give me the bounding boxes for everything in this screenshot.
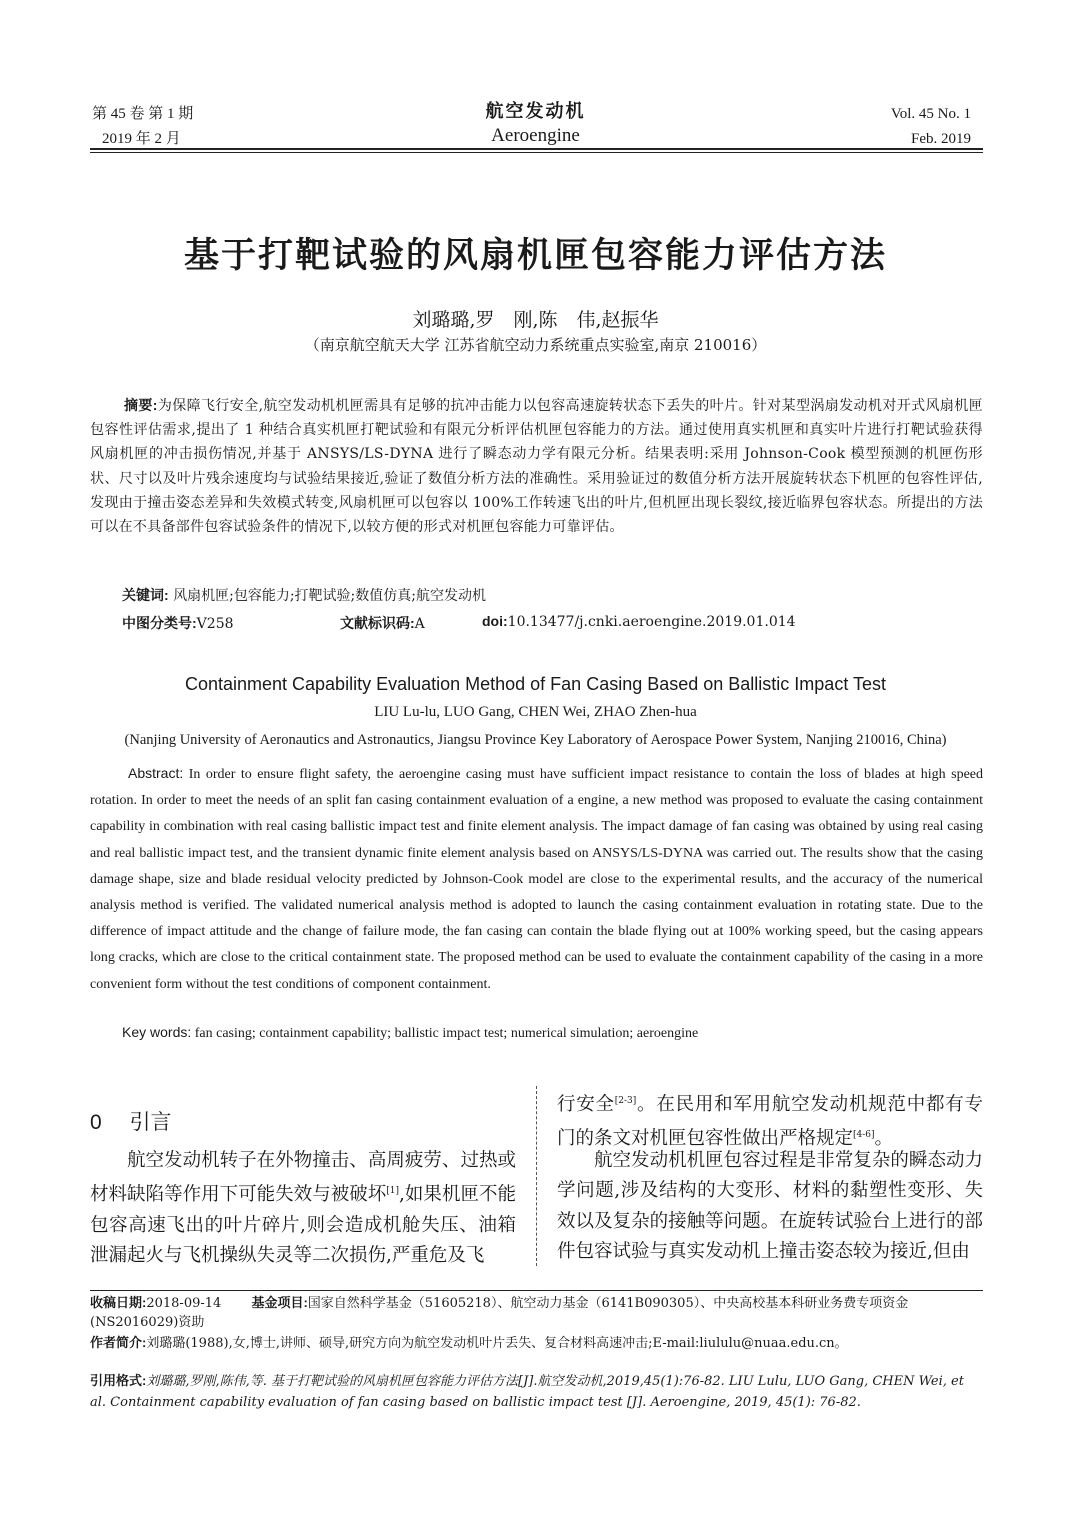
- body-right-ref2: [4-6]: [853, 1130, 875, 1141]
- affiliation: （南京航空航天大学 江苏省航空动力系统重点实验室,南京 210016）: [304, 336, 767, 354]
- body-left-text: 航空发动机转子在外物撞击、高周疲劳、过热或材料缺陷等作用下可能失效与被破坏: [90, 1150, 516, 1206]
- body-left-ref: [1]: [386, 1186, 400, 1197]
- doi-label: doi:: [482, 613, 508, 629]
- section-number: 0: [90, 1111, 102, 1134]
- keywords-en-text: fan casing; containment capability; ballistic impact test; numerical simulation; aeroengine: [194, 1026, 699, 1041]
- section-heading: [90, 1106, 172, 1136]
- abstract-en-text: In order to ensure flight safety, the aeroengine casing must have sufficient impact resistance to contain the loss of blades at high speed rotation. In order to meet the needs of an split fan casing containment evaluation of a engine, a new method was proposed to evaluate the casing containment capability in combination with real casing ballistic impact test and finite element analysis. The impact damage of fan casing was obtained by using real casing and real ballistic impact test, and the transient dynamic finite element analysis based on ANSYS/LS-DYNA was carried out. The results show that the casing damage shape, size and blade residual velocity predicted by Johnson-Cook model are close to the experimental results, and the accuracy of the numerical analysis method is verified. The validated numerical analysis method is adopted to launch the casing containment evaluation in rotating state. Due to the difference of impact attitude and the change of failure mode, the fan casing can contain the blade flying out at 100% working speed, but the casing appears long cracks, which are close to the critical containment state. The proposed method can be used to evaluate the containment capability of the casing in a more convenient form without the test conditions of component containment.: [90, 767, 983, 992]
- keywords-cn-label: 关键词:: [122, 587, 169, 603]
- citation-text: 刘璐璐,罗刚,陈伟,等. 基于打靶试验的风扇机匣包容能力评估方法[J].航空发动机,2019,45(1):76-82. LIU Lulu, LUO Gang, CHEN Wei, et al. Containment capability evaluation of fan casing based on ballistic impact test [J]. Aeroengine, 2019, 45(1): 76-82.: [90, 1374, 964, 1410]
- body-right-start: 行安全: [557, 1094, 615, 1116]
- body-column-right-top: [557, 1086, 983, 1155]
- footnote-rule: [90, 1290, 983, 1291]
- abstract-en-label: Abstract:: [128, 765, 184, 781]
- doc-code-value: A: [414, 616, 425, 632]
- keywords-en-label: Key words:: [122, 1024, 192, 1040]
- footnote-received-fund: [90, 1293, 983, 1332]
- body-column-right-para: 航空发动机机匣包容过程是非常复杂的瞬态动力学问题,涉及结构的大变形、材料的黏塑性变形、失效以及复杂的接触等问题。在旋转试验台上进行的部件包容试验与真实发动机上撞击姿态较为接近,但由: [557, 1150, 983, 1262]
- keywords-cn-text: 风扇机匣;包容能力;打靶试验;数值仿真;航空发动机: [173, 588, 486, 604]
- date-en: Feb. 2019: [911, 131, 971, 147]
- body-column-left: [90, 1146, 516, 1271]
- doc-code-label: 文献标识码:: [340, 615, 415, 631]
- journal-name-en: Aeroengine: [491, 125, 580, 146]
- date-cn: 2019 年 2 月: [102, 131, 181, 147]
- clc-value: V258: [196, 616, 234, 632]
- keywords-cn: [122, 585, 486, 605]
- author-list-en: LIU Lu-lu, LUO Gang, CHEN Wei, ZHAO Zhen-hua: [374, 704, 697, 720]
- body-right-end: 。: [874, 1128, 894, 1150]
- fund-text: 国家自然科学基金（51605218）、航空动力基金（6141B090305）、中央高校基本科研业务费专项资金(NS2016029)资助: [90, 1296, 909, 1330]
- journal-issue-info-en: [891, 102, 971, 152]
- paper-title-en: Containment Capability Evaluation Method of Fan Casing Based on Ballistic Impact Test: [184, 674, 887, 694]
- footnote-author-bio: [90, 1333, 983, 1353]
- section-title: 引言: [129, 1111, 172, 1134]
- abstract-cn: [90, 393, 983, 539]
- doi: [482, 613, 796, 630]
- body-left-text-cont: ,如果机匣不能包容高速飞出的叶片碎片,则会造成机舱失压、油箱泄漏起火与飞机操纵失灵等二次损伤,严重危及飞: [90, 1184, 516, 1267]
- citation-format: [90, 1370, 983, 1413]
- clc-label: 中图分类号:: [122, 615, 197, 631]
- keywords-en: [122, 1024, 698, 1042]
- fund-label: 基金项目:: [251, 1295, 308, 1310]
- author-list: 刘璐璐,罗 刚,陈 伟,赵振华: [412, 309, 659, 331]
- received-label: 收稿日期:: [90, 1295, 147, 1310]
- journal-name-cn: 航空发动机: [485, 101, 586, 122]
- header-rule-thick: [90, 148, 983, 150]
- classification-line: [122, 613, 983, 633]
- paper-title: 基于打靶试验的风扇机匣包容能力评估方法: [183, 235, 887, 276]
- volume-issue-en: Vol. 45 No. 1: [890, 106, 971, 122]
- column-divider: [536, 1086, 537, 1266]
- doc-code: [340, 613, 425, 633]
- body-right-mid: 。在民用和军用航空发动机规范中都有专门的条文对机匣包容性做出严格规定: [557, 1094, 983, 1150]
- abstract-cn-label: 摘要:: [124, 397, 158, 413]
- header-rule-thin: [90, 152, 983, 153]
- received-date: 2018-09-14: [146, 1296, 222, 1311]
- doi-value: 10.13477/j.cnki.aeroengine.2019.01.014: [507, 614, 796, 630]
- citation-label: 引用格式:: [90, 1373, 147, 1388]
- author-bio-label: 作者简介:: [90, 1335, 147, 1350]
- abstract-cn-text: 为保障飞行安全,航空发动机机匣需具有足够的抗冲击能力以包容高速旋转状态下丢失的叶片。针对某型涡扇发动机对开式风扇机匣包容性评估需求,提出了 1 种结合真实机匣打靶试验和有限元分析评估机匣包容能力的方法。通过使用真实机匣和真实叶片进行打靶试验获得风扇机匣的冲击损伤情况,并基于 ANSYS/LS-DYNA 进行了瞬态动力学有限元分析。结果表明:采用 Johnson-Cook 模型预测的机匣伤形状、尺寸以及叶片残余速度均与试验结果接近,验证了数值分析方法的准确性。采用验证过的数值分析方法开展旋转状态下机匣的包容性评估,发现由于撞击姿态差异和失效模式转变,风扇机匣可以包容以 100%工作转速飞出的叶片,但机匣出现长裂纹,接近临界包容状态。所提出的方法可以在不具备部件包容试验条件的情况下,以较方便的形式对机匣包容能力可靠评估。: [90, 398, 983, 536]
- body-right-ref1: [2-3]: [614, 1096, 637, 1106]
- abstract-en: [90, 760, 983, 998]
- affiliation-en: (Nanjing University of Aeronautics and Astronautics, Jiangsu Province Key Laboratory of Aerospace Power System, Nanjing 210016, China): [124, 732, 947, 748]
- volume-issue-cn: 第 45 卷 第 1 期: [92, 106, 194, 122]
- author-bio-text: 刘璐璐(1988),女,博士,讲师、硕导,研究方向为航空发动机叶片丢失、复合材料高速冲击;E-mail:liululu@nuaa.edu.cn。: [146, 1336, 848, 1351]
